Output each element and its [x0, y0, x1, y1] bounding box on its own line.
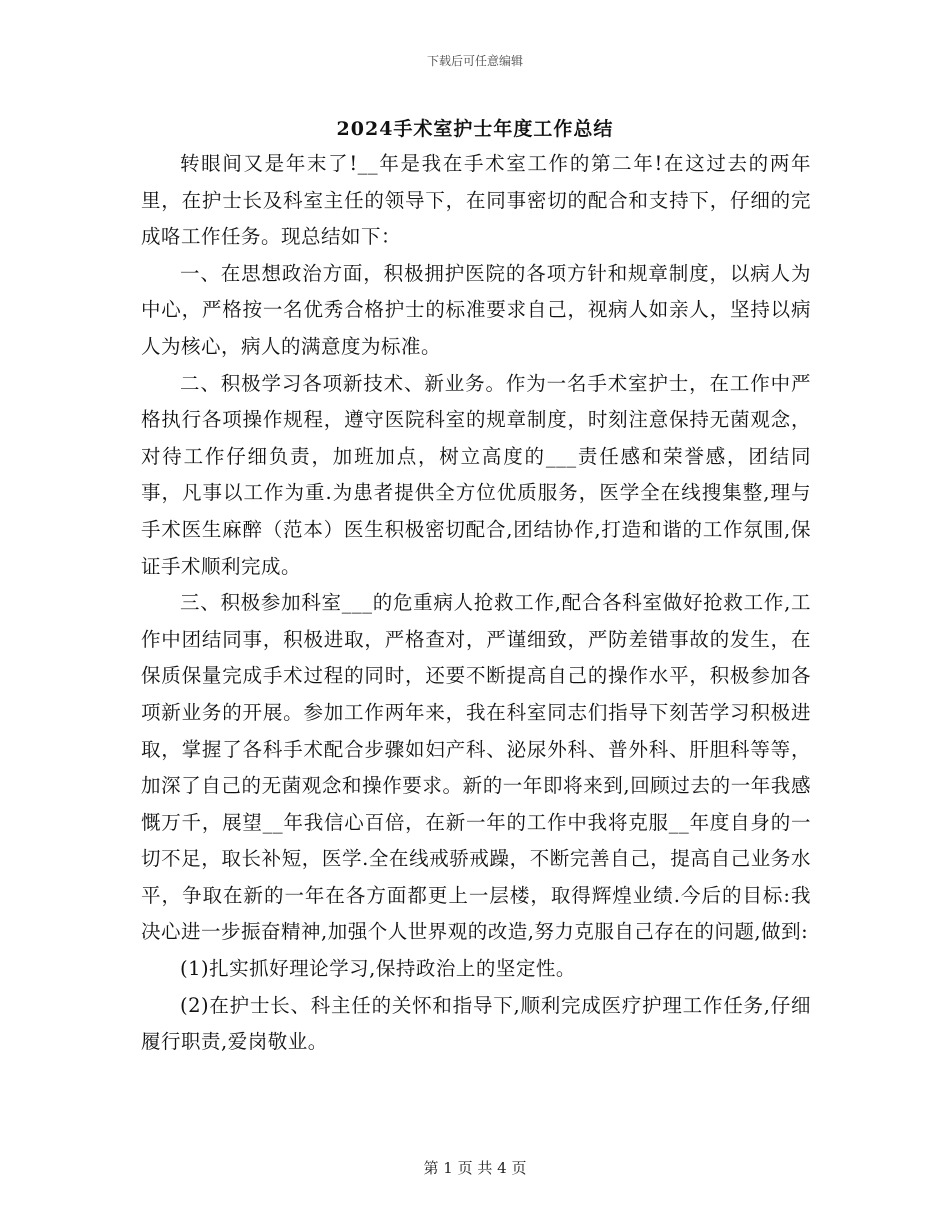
paragraph-section-3: 三、积极参加科室___的危重病人抢救工作,配合各科室做好抢救工作,工作中团结同事，积极进取，严格查对，严谨细致，严防差错事故的发生，在保质保量完成手术过程的同时，还要不断提高自己的操作水平，积极参加各项新业务的开展。参加工作两年来，我在科室同志们指导下刻苦学习积极进取，掌握了各科手术配合步骤如妇产科、泌尿外科、普外科、肝胆科等等，加深了自己的无菌观念和操作要求。新的一年即将来到,回顾过去的一年我感慨万千，展望__年我信心百倍，在新一年的工作中我将克服__年度自身的一切不足，取长补短，医学.全在线戒骄戒躁，不断完善自己，提高自己业务水平，争取在新的一年在各方面都更上一层楼，取得辉煌业绩.今后的目标:我决心进一步振奋精神,加强个人世界观的改造,努力克服自己存在的问题,做到:: [141, 591, 811, 944]
document-title: 2024手术室护士年度工作总结: [336, 118, 614, 140]
paragraph-goal-2: (2)在护士长、科主任的关怀和指导下,顺利完成医疗护理工作任务,仔细履行职责,爱岗敬业。: [141, 993, 811, 1054]
page-header: 下载后可任意编辑: [426, 54, 523, 68]
paragraph-goal-1: (1)扎实抓好理论学习,保持政治上的坚定性。: [180, 957, 576, 981]
page-number: 第 1 页 共 4 页: [423, 1159, 527, 1177]
paragraph-section-2: 二、积极学习各项新技术、新业务。作为一名手术室护士，在工作中严格执行各项操作规程，遵守医院科室的规章制度，时刻注意保持无菌观念，对待工作仔细负责，加班加点，树立高度的___责任感和荣誉感，团结同事，凡事以工作为重.为患者提供全方位优质服务，医学全在线搜集整,理与手术医生麻醉（范本）医生积极密切配合,团结协作,打造和谐的工作氛围,保证手术顺利完成。: [141, 371, 811, 578]
document-body: [141, 146, 811, 1061]
paragraph-section-1: 一、在思想政治方面，积极拥护医院的各项方针和规章制度，以病人为中心，严格按一名优秀合格护士的标准要求自己，视病人如亲人，坚持以病人为核心，病人的满意度为标准。: [141, 261, 811, 358]
paragraph-intro: 转眼间又是年末了!__年是我在手术室工作的第二年!在这过去的两年里，在护士长及科室主任的领导下，在同事密切的配合和支持下，仔细的完成咯工作任务。现总结如下：: [141, 152, 811, 249]
